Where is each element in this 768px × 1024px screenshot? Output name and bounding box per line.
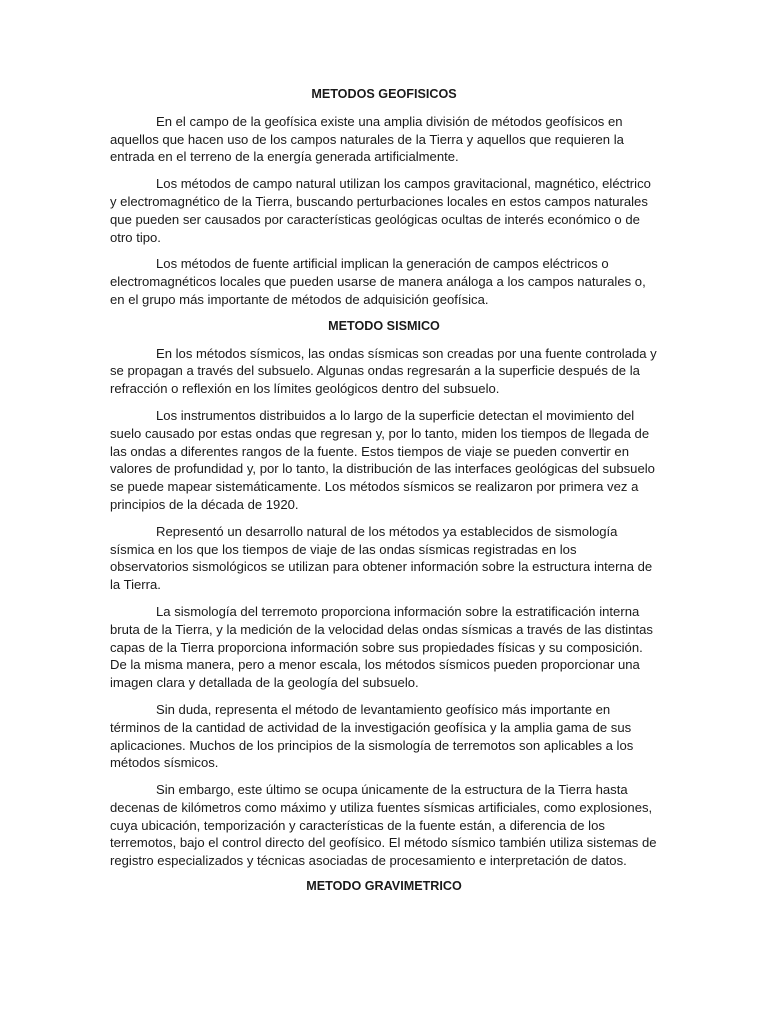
paragraph-intro-3: Los métodos de fuente artificial implican la generación de campos eléctricos o electromagnéticos locales que pueden usarse de manera análoga a los campos naturales o, en el grupo más importante de métodos de adquisición geofísica.	[110, 256, 646, 307]
paragraph-seismic-5: Sin duda, representa el método de levantamiento geofísico más importante en términos de la cantidad de actividad de la investigación geofísica y la amplia gama de sus aplicaciones. Muchos de los principios de la sismología de terremotos son aplicables a los métodos sísmicos.	[110, 701, 634, 771]
section-heading-seismic: METODO SISMICO	[328, 318, 440, 333]
paragraph-seismic-1: En los métodos sísmicos, las ondas sísmicas son creadas por una fuente controlada y se propagan a través del subsuelo. Algunas ondas regresarán a la superficie después de la refracción o reflexión en los límites geológicos dentro del subsuelo.	[110, 345, 657, 397]
document-page	[110, 86, 658, 905]
paragraph-seismic-6: Sin embargo, este último se ocupa únicamente de la estructura de la Tierra hasta decenas de kilómetros como máximo y utiliza fuentes sísmicas artificiales, como explosiones, cuya ubicación, temporización y características de la fuente están, a diferencia de los terremotos, bajo el control directo del geofísico. El método sísmico también utiliza sistemas de registro especializados y técnicas asociadas de procesamiento e interpretación de datos.	[110, 782, 657, 869]
paragraph-intro-1: En el campo de la geofísica existe una amplia división de métodos geofísicos en aquellos que hacen uso de los campos naturales de la Tierra y aquellos que requieren la entrada en el terreno de la energía generada artificialmente.	[110, 113, 624, 165]
paragraph-seismic-3: Representó un desarrollo natural de los métodos ya establecidos de sismología sísmica en los que los tiempos de viaje de las ondas sísmicas registradas en los observatorios sismológicos se utilizan para obtener información sobre la estructura interna de la Tierra.	[110, 523, 653, 593]
paragraph-intro-2: Los métodos de campo natural utilizan los campos gravitacional, magnético, eléctrico y electromagnético de la Tierra, buscando perturbaciones locales en estos campos naturales que pueden ser causados por características geológicas ocultas de interés económico o de otro tipo.	[110, 176, 651, 245]
paragraph-seismic-4: La sismología del terremoto proporciona información sobre la estratificación interna bruta de la Tierra, y la medición de la velocidad delas ondas sísmicas a través de las distintas capas de la Tierra proporciona información sobre sus propiedades físicas y su composición. De la misma manera, pero a menor escala, los métodos sísmicos pueden proporcionar una imagen clara y detallada de la geología del subsuelo.	[110, 603, 653, 691]
document-title: METODOS GEOFISICOS	[311, 87, 457, 101]
section-heading-gravimetric: METODO GRAVIMETRICO	[306, 879, 462, 894]
paragraph-seismic-2: Los instrumentos distribuidos a lo largo de la superficie detectan el movimiento del suelo causado por estas ondas que regresan y, por lo tanto, miden los tiempos de llegada de las ondas a diferentes rangos de la fuente. Estos tiempos de viaje se pueden convertir en valores de profundidad y, por lo tanto, la distribución de las interfaces geológicas del subsuelo se puede mapear sistemáticamente. Los métodos sísmicos se realizaron por primera vez a principios de la década de 1920.	[110, 407, 655, 512]
